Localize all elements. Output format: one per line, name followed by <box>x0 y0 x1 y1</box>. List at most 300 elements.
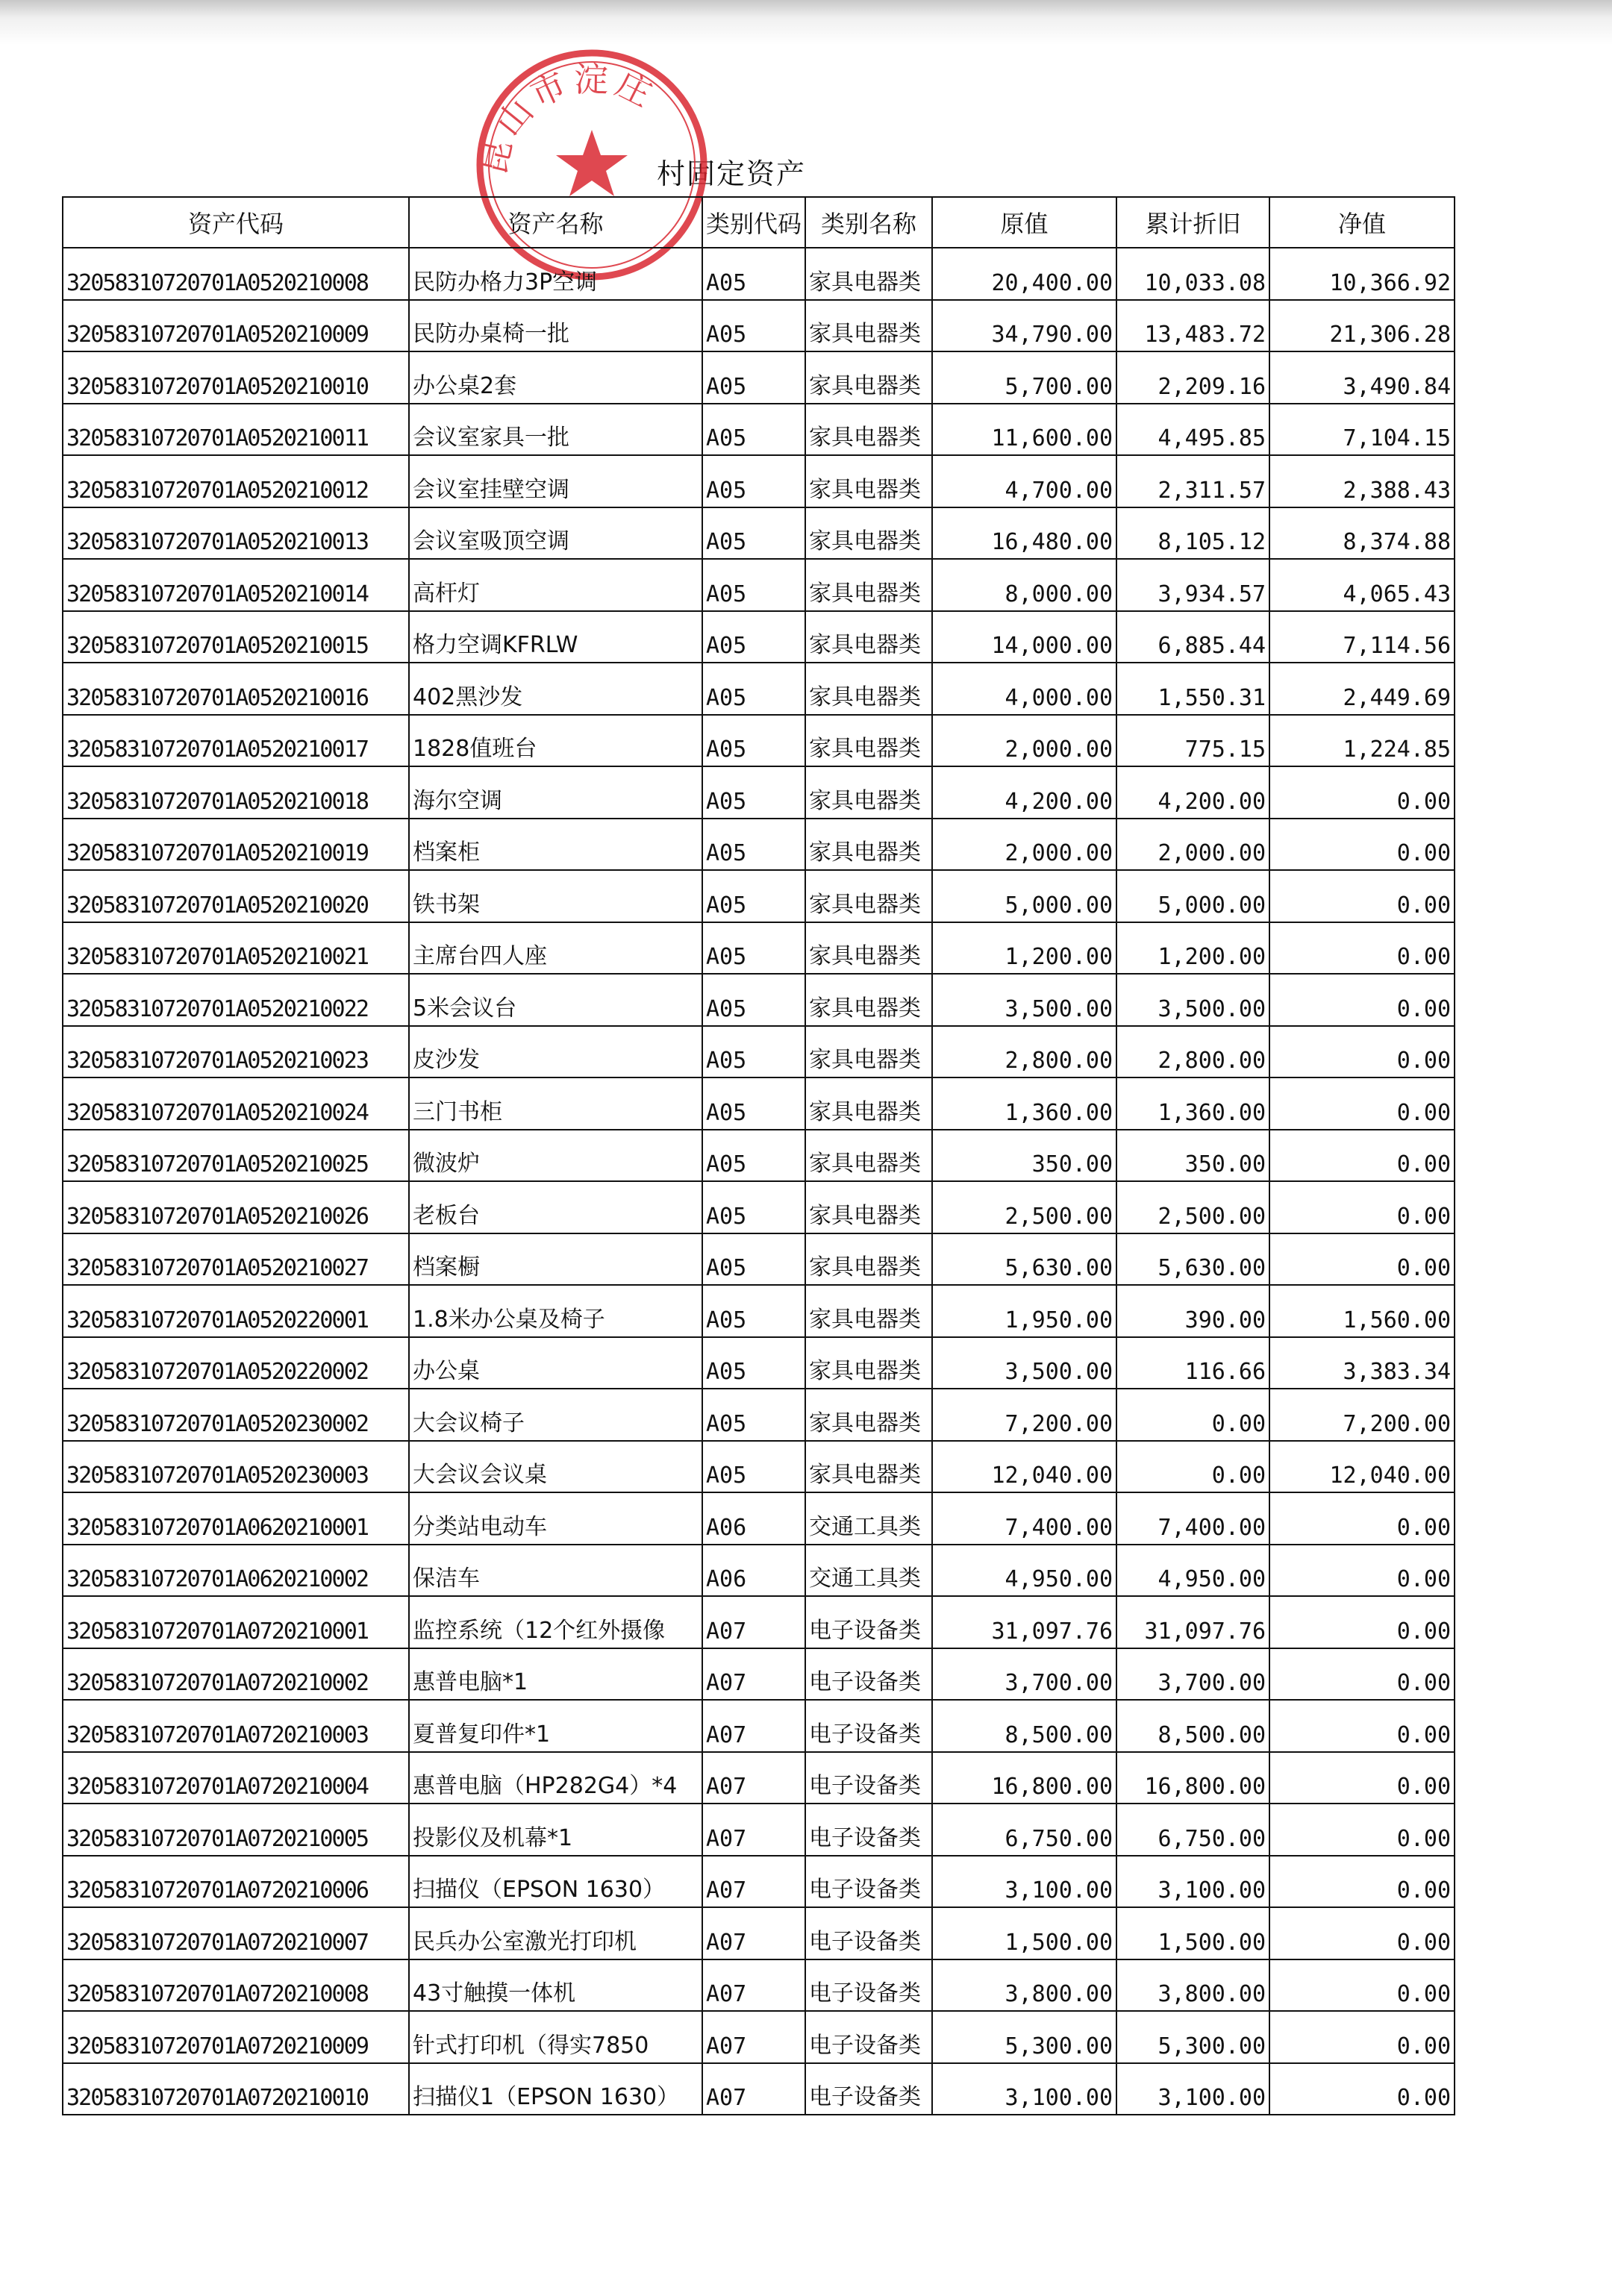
category-code-cell: A05 <box>702 1130 805 1182</box>
table-row <box>63 1596 1455 1648</box>
net-value-cell: 4,065.43 <box>1269 559 1455 611</box>
asset-code-cell: 32058310720701A0520210019 <box>63 819 409 871</box>
table-row <box>63 1545 1455 1597</box>
category-name-cell: 电子设备类 <box>805 1959 932 2012</box>
original-value-cell: 5,000.00 <box>932 870 1116 922</box>
net-value-cell: 0.00 <box>1269 2011 1455 2063</box>
original-value-cell: 2,500.00 <box>932 1181 1116 1233</box>
asset-name-cell: 高杆灯 <box>409 559 702 611</box>
category-name-cell: 交通工具类 <box>805 1492 932 1545</box>
net-value-cell: 1,224.85 <box>1269 715 1455 767</box>
category-code-cell: A07 <box>702 1700 805 1752</box>
table-row <box>63 455 1455 507</box>
net-value-cell: 0.00 <box>1269 974 1455 1026</box>
asset-name-cell: 针式打印机（得实7850 <box>409 2011 702 2063</box>
table-row <box>63 300 1455 352</box>
net-value-cell: 0.00 <box>1269 1804 1455 1856</box>
original-value-cell: 7,400.00 <box>932 1492 1116 1545</box>
asset-code-cell: 32058310720701A0520210008 <box>63 248 409 300</box>
asset-code-cell: 32058310720701A0520210012 <box>63 455 409 507</box>
original-value-cell: 1,200.00 <box>932 922 1116 975</box>
table-row <box>63 507 1455 560</box>
table-row <box>63 1337 1455 1389</box>
original-value-cell: 3,500.00 <box>932 974 1116 1026</box>
asset-code-cell: 32058310720701A0520210022 <box>63 974 409 1026</box>
category-code-cell: A05 <box>702 974 805 1026</box>
asset-name-cell: 民防办格力3P空调 <box>409 248 702 300</box>
depreciation-cell: 8,105.12 <box>1116 507 1269 560</box>
category-code-cell: A07 <box>702 1804 805 1856</box>
net-value-cell: 0.00 <box>1269 2063 1455 2115</box>
category-name-cell: 家具电器类 <box>805 1077 932 1130</box>
category-name-cell: 家具电器类 <box>805 715 932 767</box>
original-value-cell: 31,097.76 <box>932 1596 1116 1648</box>
table-row <box>63 1077 1455 1130</box>
seal-text: 昆山市淀庄 <box>472 59 663 179</box>
col-original-value: 原值 <box>932 197 1116 248</box>
original-value-cell: 3,500.00 <box>932 1337 1116 1389</box>
asset-name-cell: 办公桌 <box>409 1337 702 1389</box>
asset-code-cell: 32058310720701A0520230003 <box>63 1441 409 1493</box>
asset-code-cell: 32058310720701A0520210016 <box>63 663 409 715</box>
asset-name-cell: 大会议椅子 <box>409 1389 702 1441</box>
category-name-cell: 家具电器类 <box>805 1181 932 1233</box>
net-value-cell: 1,560.00 <box>1269 1285 1455 1337</box>
table-row <box>63 351 1455 404</box>
net-value-cell: 7,104.15 <box>1269 404 1455 456</box>
asset-name-cell: 43寸触摸一体机 <box>409 1959 702 2012</box>
asset-name-cell: 1828值班台 <box>409 715 702 767</box>
asset-code-cell: 32058310720701A0720210001 <box>63 1596 409 1648</box>
asset-code-cell: 32058310720701A0720210005 <box>63 1804 409 1856</box>
col-net-value: 净值 <box>1269 197 1455 248</box>
table-row <box>63 1492 1455 1545</box>
asset-name-cell: 402黑沙发 <box>409 663 702 715</box>
category-name-cell: 家具电器类 <box>805 663 932 715</box>
asset-name-cell: 投影仪及机幕*1 <box>409 1804 702 1856</box>
asset-name-cell: 5米会议台 <box>409 974 702 1026</box>
category-code-cell: A05 <box>702 870 805 922</box>
asset-code-cell: 32058310720701A0620210002 <box>63 1545 409 1597</box>
original-value-cell: 12,040.00 <box>932 1441 1116 1493</box>
depreciation-cell: 3,934.57 <box>1116 559 1269 611</box>
category-name-cell: 家具电器类 <box>805 351 932 404</box>
original-value-cell: 1,360.00 <box>932 1077 1116 1130</box>
table-row <box>63 1804 1455 1856</box>
depreciation-cell: 390.00 <box>1116 1285 1269 1337</box>
depreciation-cell: 2,311.57 <box>1116 455 1269 507</box>
table-row <box>63 559 1455 611</box>
table-row <box>63 819 1455 871</box>
table-row <box>63 1233 1455 1286</box>
asset-code-cell: 32058310720701A0720210009 <box>63 2011 409 2063</box>
col-category-name: 类别名称 <box>805 197 932 248</box>
asset-name-cell: 民防办桌椅一批 <box>409 300 702 352</box>
asset-name-cell: 1.8米办公桌及椅子 <box>409 1285 702 1337</box>
asset-name-cell: 铁书架 <box>409 870 702 922</box>
table-row <box>63 611 1455 663</box>
asset-name-cell: 保洁车 <box>409 1545 702 1597</box>
category-code-cell: A05 <box>702 507 805 560</box>
category-name-cell: 家具电器类 <box>805 1026 932 1078</box>
original-value-cell: 6,750.00 <box>932 1804 1116 1856</box>
depreciation-cell: 6,885.44 <box>1116 611 1269 663</box>
asset-name-cell: 大会议会议桌 <box>409 1441 702 1493</box>
asset-code-cell: 32058310720701A0520210018 <box>63 766 409 819</box>
original-value-cell: 4,200.00 <box>932 766 1116 819</box>
table-row <box>63 2011 1455 2063</box>
category-name-cell: 家具电器类 <box>805 922 932 975</box>
original-value-cell: 4,000.00 <box>932 663 1116 715</box>
depreciation-cell: 10,033.08 <box>1116 248 1269 300</box>
category-code-cell: A07 <box>702 2011 805 2063</box>
asset-name-cell: 海尔空调 <box>409 766 702 819</box>
category-code-cell: A05 <box>702 1285 805 1337</box>
table-row <box>63 715 1455 767</box>
asset-name-cell: 会议室家具一批 <box>409 404 702 456</box>
asset-name-cell: 监控系统（12个红外摄像 <box>409 1596 702 1648</box>
table-row <box>63 1181 1455 1233</box>
asset-code-cell: 32058310720701A0520210014 <box>63 559 409 611</box>
net-value-cell: 0.00 <box>1269 1181 1455 1233</box>
original-value-cell: 7,200.00 <box>932 1389 1116 1441</box>
asset-code-cell: 32058310720701A0520210027 <box>63 1233 409 1286</box>
asset-name-cell: 夏普复印件*1 <box>409 1700 702 1752</box>
asset-code-cell: 32058310720701A0520210025 <box>63 1130 409 1182</box>
category-name-cell: 家具电器类 <box>805 507 932 560</box>
category-code-cell: A05 <box>702 611 805 663</box>
asset-name-cell: 会议室吸顶空调 <box>409 507 702 560</box>
category-name-cell: 家具电器类 <box>805 819 932 871</box>
depreciation-cell: 5,300.00 <box>1116 2011 1269 2063</box>
original-value-cell: 2,000.00 <box>932 819 1116 871</box>
net-value-cell: 0.00 <box>1269 1907 1455 1959</box>
depreciation-cell: 6,750.00 <box>1116 1804 1269 1856</box>
category-code-cell: A07 <box>702 1856 805 1908</box>
original-value-cell: 34,790.00 <box>932 300 1116 352</box>
asset-code-cell: 32058310720701A0520210017 <box>63 715 409 767</box>
category-code-cell: A06 <box>702 1545 805 1597</box>
depreciation-cell: 3,700.00 <box>1116 1648 1269 1701</box>
category-code-cell: A05 <box>702 455 805 507</box>
original-value-cell: 5,700.00 <box>932 351 1116 404</box>
depreciation-cell: 13,483.72 <box>1116 300 1269 352</box>
original-value-cell: 16,480.00 <box>932 507 1116 560</box>
original-value-cell: 5,630.00 <box>932 1233 1116 1286</box>
net-value-cell: 0.00 <box>1269 1130 1455 1182</box>
asset-code-cell: 32058310720701A0520220001 <box>63 1285 409 1337</box>
category-name-cell: 家具电器类 <box>805 870 932 922</box>
depreciation-cell: 5,630.00 <box>1116 1233 1269 1286</box>
asset-name-cell: 档案柜 <box>409 819 702 871</box>
asset-code-cell: 32058310720701A0520210010 <box>63 351 409 404</box>
net-value-cell: 2,388.43 <box>1269 455 1455 507</box>
table-row <box>63 974 1455 1026</box>
category-code-cell: A05 <box>702 1181 805 1233</box>
net-value-cell: 0.00 <box>1269 1233 1455 1286</box>
category-code-cell: A05 <box>702 351 805 404</box>
net-value-cell: 0.00 <box>1269 1959 1455 2012</box>
depreciation-cell: 0.00 <box>1116 1389 1269 1441</box>
category-code-cell: A05 <box>702 1077 805 1130</box>
category-name-cell: 家具电器类 <box>805 300 932 352</box>
category-code-cell: A05 <box>702 1026 805 1078</box>
original-value-cell: 2,800.00 <box>932 1026 1116 1078</box>
original-value-cell: 350.00 <box>932 1130 1116 1182</box>
net-value-cell: 12,040.00 <box>1269 1441 1455 1493</box>
page-title: 村固定资产 <box>657 157 807 190</box>
net-value-cell: 7,114.56 <box>1269 611 1455 663</box>
net-value-cell: 0.00 <box>1269 1700 1455 1752</box>
depreciation-cell: 4,200.00 <box>1116 766 1269 819</box>
asset-name-cell: 办公桌2套 <box>409 351 702 404</box>
asset-code-cell: 32058310720701A0720210006 <box>63 1856 409 1908</box>
table-row <box>63 1285 1455 1337</box>
category-code-cell: A05 <box>702 1233 805 1286</box>
net-value-cell: 0.00 <box>1269 1545 1455 1597</box>
depreciation-cell: 3,800.00 <box>1116 1959 1269 2012</box>
category-code-cell: A07 <box>702 1752 805 1804</box>
asset-code-cell: 32058310720701A0520210024 <box>63 1077 409 1130</box>
category-name-cell: 家具电器类 <box>805 766 932 819</box>
category-code-cell: A05 <box>702 1441 805 1493</box>
table-header-row <box>63 197 1455 248</box>
category-name-cell: 家具电器类 <box>805 611 932 663</box>
depreciation-cell: 1,550.31 <box>1116 663 1269 715</box>
table-row <box>63 1648 1455 1701</box>
category-code-cell: A05 <box>702 663 805 715</box>
category-name-cell: 家具电器类 <box>805 1441 932 1493</box>
depreciation-cell: 2,209.16 <box>1116 351 1269 404</box>
asset-name-cell: 扫描仪（EPSON 1630） <box>409 1856 702 1908</box>
net-value-cell: 0.00 <box>1269 922 1455 975</box>
depreciation-cell: 4,495.85 <box>1116 404 1269 456</box>
asset-code-cell: 32058310720701A0520210011 <box>63 404 409 456</box>
original-value-cell: 8,000.00 <box>932 559 1116 611</box>
asset-code-cell: 32058310720701A0720210004 <box>63 1752 409 1804</box>
category-name-cell: 家具电器类 <box>805 1130 932 1182</box>
depreciation-cell: 2,800.00 <box>1116 1026 1269 1078</box>
asset-name-cell: 主席台四人座 <box>409 922 702 975</box>
asset-name-cell: 皮沙发 <box>409 1026 702 1078</box>
category-code-cell: A06 <box>702 1492 805 1545</box>
asset-code-cell: 32058310720701A0720210010 <box>63 2063 409 2115</box>
asset-code-cell: 32058310720701A0720210007 <box>63 1907 409 1959</box>
depreciation-cell: 3,100.00 <box>1116 1856 1269 1908</box>
net-value-cell: 7,200.00 <box>1269 1389 1455 1441</box>
category-name-cell: 家具电器类 <box>805 404 932 456</box>
asset-code-cell: 32058310720701A0520210013 <box>63 507 409 560</box>
depreciation-cell: 2,500.00 <box>1116 1181 1269 1233</box>
depreciation-cell: 775.15 <box>1116 715 1269 767</box>
asset-code-cell: 32058310720701A0520230002 <box>63 1389 409 1441</box>
original-value-cell: 2,000.00 <box>932 715 1116 767</box>
category-code-cell: A05 <box>702 1337 805 1389</box>
table-row <box>63 1441 1455 1493</box>
table-row <box>63 1700 1455 1752</box>
category-name-cell: 家具电器类 <box>805 1233 932 1286</box>
table-row <box>63 766 1455 819</box>
original-value-cell: 3,700.00 <box>932 1648 1116 1701</box>
original-value-cell: 8,500.00 <box>932 1700 1116 1752</box>
net-value-cell: 21,306.28 <box>1269 300 1455 352</box>
category-name-cell: 家具电器类 <box>805 248 932 300</box>
depreciation-cell: 1,500.00 <box>1116 1907 1269 1959</box>
category-name-cell: 电子设备类 <box>805 1752 932 1804</box>
category-code-cell: A05 <box>702 1389 805 1441</box>
category-code-cell: A05 <box>702 559 805 611</box>
asset-name-cell: 格力空调KFRLW <box>409 611 702 663</box>
table-row <box>63 1959 1455 2012</box>
col-asset-name: 资产名称 <box>409 197 702 248</box>
category-code-cell: A05 <box>702 715 805 767</box>
category-code-cell: A05 <box>702 922 805 975</box>
net-value-cell: 8,374.88 <box>1269 507 1455 560</box>
net-value-cell: 0.00 <box>1269 819 1455 871</box>
asset-code-cell: 32058310720701A0720210002 <box>63 1648 409 1701</box>
original-value-cell: 3,100.00 <box>932 1856 1116 1908</box>
asset-name-cell: 惠普电脑*1 <box>409 1648 702 1701</box>
net-value-cell: 3,490.84 <box>1269 351 1455 404</box>
asset-name-cell: 三门书柜 <box>409 1077 702 1130</box>
asset-code-cell: 32058310720701A0520210009 <box>63 300 409 352</box>
net-value-cell: 2,449.69 <box>1269 663 1455 715</box>
depreciation-cell: 3,100.00 <box>1116 2063 1269 2115</box>
asset-name-cell: 老板台 <box>409 1181 702 1233</box>
category-code-cell: A05 <box>702 300 805 352</box>
col-category-code: 类别代码 <box>702 197 805 248</box>
net-value-cell: 0.00 <box>1269 1596 1455 1648</box>
net-value-cell: 0.00 <box>1269 1648 1455 1701</box>
col-accumulated-depreciation: 累计折旧 <box>1116 197 1269 248</box>
depreciation-cell: 3,500.00 <box>1116 974 1269 1026</box>
category-code-cell: A07 <box>702 2063 805 2115</box>
depreciation-cell: 7,400.00 <box>1116 1492 1269 1545</box>
net-value-cell: 0.00 <box>1269 870 1455 922</box>
original-value-cell: 11,600.00 <box>932 404 1116 456</box>
original-value-cell: 4,700.00 <box>932 455 1116 507</box>
asset-name-cell: 档案橱 <box>409 1233 702 1286</box>
category-name-cell: 电子设备类 <box>805 1804 932 1856</box>
asset-code-cell: 32058310720701A0520210020 <box>63 870 409 922</box>
original-value-cell: 5,300.00 <box>932 2011 1116 2063</box>
depreciation-cell: 5,000.00 <box>1116 870 1269 922</box>
category-name-cell: 电子设备类 <box>805 1907 932 1959</box>
asset-code-cell: 32058310720701A0720210003 <box>63 1700 409 1752</box>
depreciation-cell: 0.00 <box>1116 1441 1269 1493</box>
table-row <box>63 404 1455 456</box>
original-value-cell: 14,000.00 <box>932 611 1116 663</box>
net-value-cell: 10,366.92 <box>1269 248 1455 300</box>
table-row <box>63 1026 1455 1078</box>
category-name-cell: 交通工具类 <box>805 1545 932 1597</box>
original-value-cell: 3,800.00 <box>932 1959 1116 2012</box>
category-code-cell: A07 <box>702 1907 805 1959</box>
asset-name-cell: 扫描仪1（EPSON 1630） <box>409 2063 702 2115</box>
depreciation-cell: 4,950.00 <box>1116 1545 1269 1597</box>
table-row <box>63 1752 1455 1804</box>
table-row <box>63 1907 1455 1959</box>
net-value-cell: 0.00 <box>1269 1752 1455 1804</box>
original-value-cell: 20,400.00 <box>932 248 1116 300</box>
table-row <box>63 922 1455 975</box>
depreciation-cell: 1,360.00 <box>1116 1077 1269 1130</box>
fixed-asset-table <box>62 196 1455 2115</box>
category-name-cell: 家具电器类 <box>805 1389 932 1441</box>
category-name-cell: 电子设备类 <box>805 2063 932 2115</box>
table-row <box>63 870 1455 922</box>
net-value-cell: 0.00 <box>1269 1492 1455 1545</box>
asset-code-cell: 32058310720701A0520210023 <box>63 1026 409 1078</box>
asset-code-cell: 32058310720701A0720210008 <box>63 1959 409 2012</box>
category-name-cell: 家具电器类 <box>805 1285 932 1337</box>
col-asset-code: 资产代码 <box>63 197 409 248</box>
category-name-cell: 电子设备类 <box>805 1648 932 1701</box>
asset-code-cell: 32058310720701A0520220002 <box>63 1337 409 1389</box>
table-row <box>63 1856 1455 1908</box>
table-row <box>63 2063 1455 2115</box>
asset-name-cell: 分类站电动车 <box>409 1492 702 1545</box>
original-value-cell: 3,100.00 <box>932 2063 1116 2115</box>
asset-code-cell: 32058310720701A0520210015 <box>63 611 409 663</box>
net-value-cell: 3,383.34 <box>1269 1337 1455 1389</box>
category-name-cell: 电子设备类 <box>805 1856 932 1908</box>
depreciation-cell: 350.00 <box>1116 1130 1269 1182</box>
category-name-cell: 电子设备类 <box>805 2011 932 2063</box>
category-name-cell: 电子设备类 <box>805 1700 932 1752</box>
asset-code-cell: 32058310720701A0520210026 <box>63 1181 409 1233</box>
category-name-cell: 家具电器类 <box>805 559 932 611</box>
asset-name-cell: 微波炉 <box>409 1130 702 1182</box>
category-code-cell: A07 <box>702 1648 805 1701</box>
depreciation-cell: 2,000.00 <box>1116 819 1269 871</box>
category-name-cell: 电子设备类 <box>805 1596 932 1648</box>
net-value-cell: 0.00 <box>1269 1026 1455 1078</box>
depreciation-cell: 16,800.00 <box>1116 1752 1269 1804</box>
category-code-cell: A07 <box>702 1959 805 2012</box>
original-value-cell: 16,800.00 <box>932 1752 1116 1804</box>
category-code-cell: A05 <box>702 248 805 300</box>
depreciation-cell: 116.66 <box>1116 1337 1269 1389</box>
net-value-cell: 0.00 <box>1269 1077 1455 1130</box>
asset-name-cell: 惠普电脑（HP282G4）*4 <box>409 1752 702 1804</box>
asset-code-cell: 32058310720701A0620210001 <box>63 1492 409 1545</box>
table-row <box>63 1389 1455 1441</box>
asset-code-cell: 32058310720701A0520210021 <box>63 922 409 975</box>
category-code-cell: A05 <box>702 404 805 456</box>
net-value-cell: 0.00 <box>1269 766 1455 819</box>
depreciation-cell: 31,097.76 <box>1116 1596 1269 1648</box>
category-code-cell: A05 <box>702 766 805 819</box>
category-name-cell: 家具电器类 <box>805 1337 932 1389</box>
net-value-cell: 0.00 <box>1269 1856 1455 1908</box>
depreciation-cell: 1,200.00 <box>1116 922 1269 975</box>
depreciation-cell: 8,500.00 <box>1116 1700 1269 1752</box>
asset-name-cell: 会议室挂壁空调 <box>409 455 702 507</box>
category-name-cell: 家具电器类 <box>805 974 932 1026</box>
category-name-cell: 家具电器类 <box>805 455 932 507</box>
scan-top-edge <box>0 0 1612 45</box>
original-value-cell: 4,950.00 <box>932 1545 1116 1597</box>
original-value-cell: 1,500.00 <box>932 1907 1116 1959</box>
table-row <box>63 248 1455 300</box>
asset-name-cell: 民兵办公室激光打印机 <box>409 1907 702 1959</box>
table-row <box>63 663 1455 715</box>
category-code-cell: A05 <box>702 819 805 871</box>
original-value-cell: 1,950.00 <box>932 1285 1116 1337</box>
category-code-cell: A07 <box>702 1596 805 1648</box>
table-row <box>63 1130 1455 1182</box>
